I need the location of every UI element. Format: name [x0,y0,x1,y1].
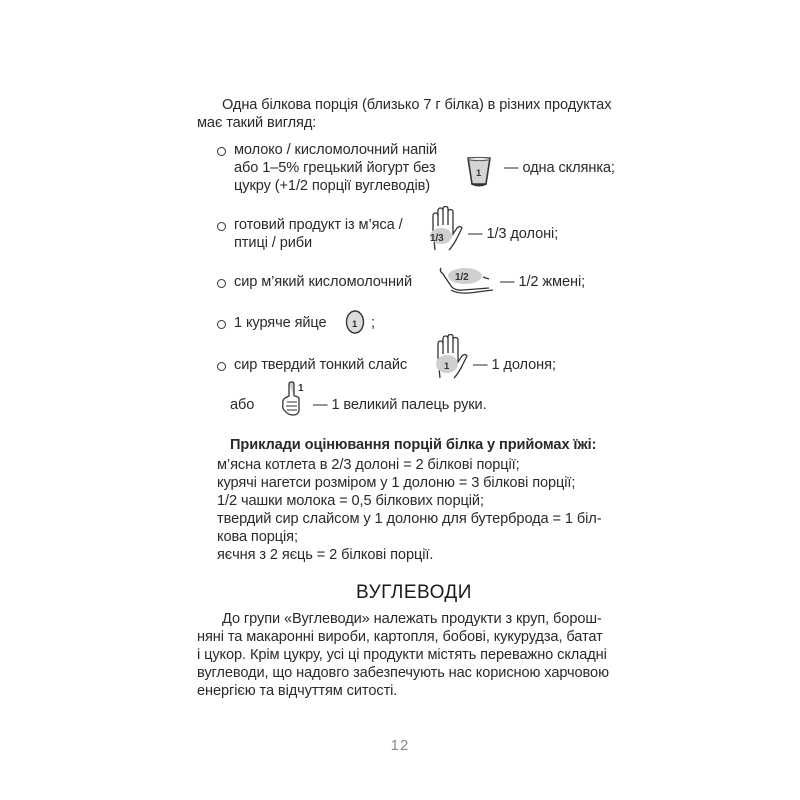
portion-measure: — 1/3 долоні; [468,226,559,242]
example-line: кова порція; [217,529,298,545]
paragraph-line: і цукор. Крім цукру, усі ці продукти містять переважно складні [197,647,607,663]
bullet-icon [217,222,226,231]
section-paragraph [197,610,631,700]
portion-description: сир м’який кисломолочний [234,274,413,290]
portion-description: молоко / кисломолочний напій або 1–5% грецький йогурт без цукру (+1/2 порції вуглеводів) [234,142,438,194]
portion-measure: — 1 долоня; [473,357,556,373]
portion-item-hard-cheese [217,356,407,374]
bullet-icon [217,147,226,156]
section-heading: ВУГЛЕВОДИ [356,582,472,603]
example-line: 1/2 чашки молока = 0,5 білкових порцій; [217,493,484,509]
paragraph-line: няні та макаронні вироби, картопля, бобові, кукурудза, батат [197,629,603,645]
alternative-prefix: або [230,397,255,413]
page-number: 12 [390,737,410,754]
examples-list [217,456,631,564]
alternative-measure: — 1 великий палець руки. [313,397,487,413]
portion-description: сир твердий тонкий слайс [234,357,408,373]
bullet-icon [217,320,226,329]
bullet-icon [217,362,226,371]
palm-icon [427,206,465,257]
example-line: м’ясна котлета в 2/3 долоні = 2 білкові порції; [217,457,520,473]
egg-icon [345,309,365,340]
egg-icon-label: 1 [352,319,358,330]
examples-block [230,436,630,454]
intro-line-2: має такий вигляд: [197,115,317,131]
palm-icon-label: 1 [444,361,450,372]
example-line: твердий сир слайсом у 1 долоню для бутерброда = 1 біл- [217,511,602,527]
portion-item-egg [217,314,327,332]
portion-description: готовий продукт із м’яса / птиці / риби [234,217,403,251]
glass-icon [465,155,493,194]
glass-icon-label: 1 [476,168,482,179]
portion-item-milk [217,141,437,195]
paragraph-line: вуглеводи, що надовго забезпечують нас корисною харчовою [197,665,609,681]
example-line: яєчня з 2 яєць = 2 білкові порції. [217,547,434,563]
intro-line-1: Одна білкова порція (близько 7 г білка) в різних продуктах [222,97,612,113]
palm-icon [432,334,470,385]
examples-title: Приклади оцінювання порцій білка у прийомах їжі: [230,437,597,453]
portion-description: 1 куряче яйце [234,315,327,331]
cupped-hand-icon [437,264,495,301]
example-line: курячі нагетси розміром у 1 долоню = 3 білкові порції; [217,475,576,491]
paragraph-line: енергією та відчуттям ситості. [197,683,398,699]
portion-item-meat [217,216,403,252]
portion-measure: ; [371,315,375,331]
bullet-icon [217,279,226,288]
cupped-hand-icon-label: 1/2 [455,272,469,283]
portion-item-soft-cheese [217,273,412,291]
palm-icon-label: 1/3 [430,233,444,244]
paragraph-line: До групи «Вуглеводи» належать продукти з круп, борош- [222,611,602,627]
portion-measure: — 1/2 жмені; [500,274,586,290]
portion-measure: — одна склянка; [504,160,615,176]
thumb-icon [281,381,307,422]
thumb-icon-label: 1 [298,383,304,394]
